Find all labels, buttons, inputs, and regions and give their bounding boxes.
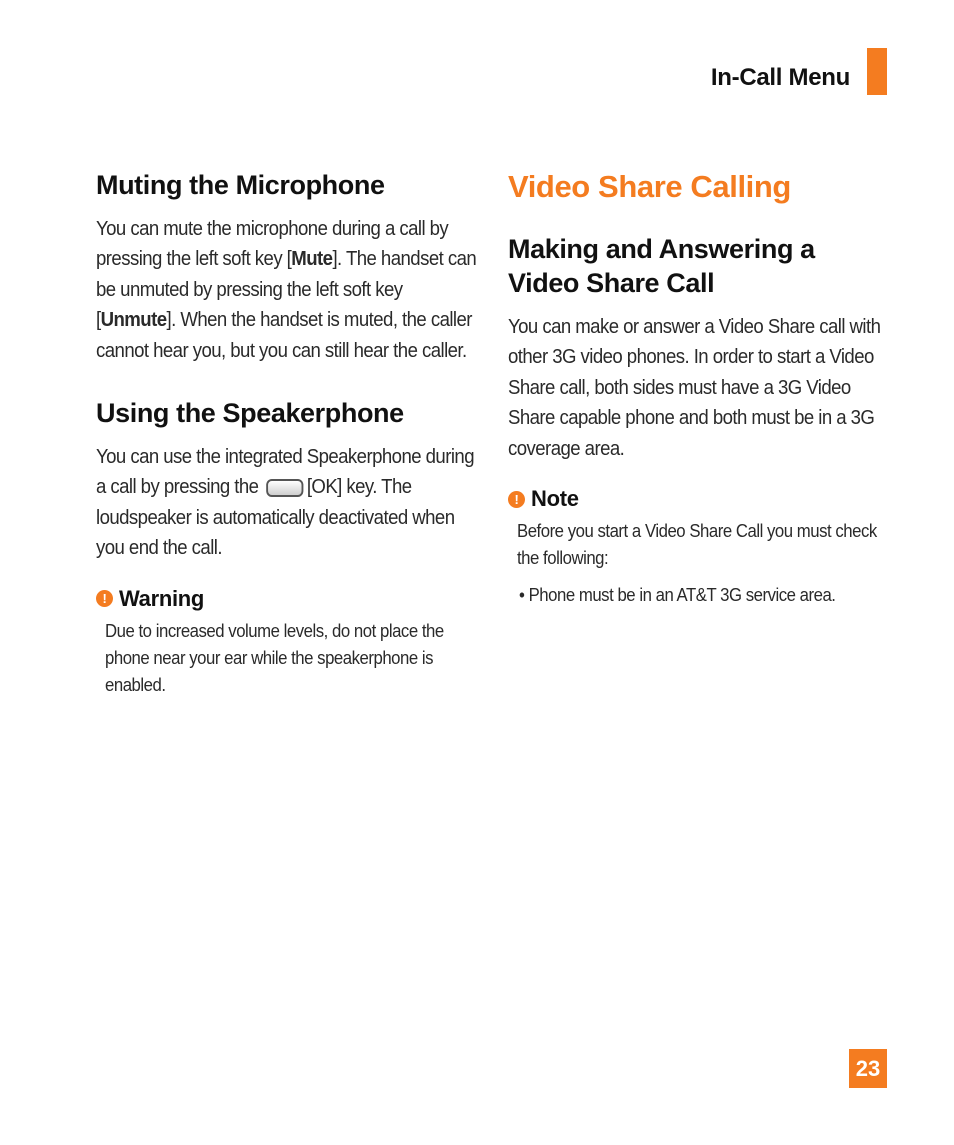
muting-text-2: ]. The handset can be unmuted by pressing the left soft key [	[96, 248, 477, 332]
page-number: 23	[849, 1049, 887, 1088]
muting-heading: Muting the Microphone	[96, 170, 385, 200]
left-column	[96, 168, 476, 699]
video-share-paragraph: You can make or answer a Video Share call with other 3G video phones. In order to start a Video Share call, both sides must have a 3G Video Share capable phone and both must be in a 3G coverage area.	[508, 316, 881, 460]
alert-icon: !	[508, 491, 525, 508]
speakerphone-text-1: You can use the integrated Speakerphone during a call by pressing the	[96, 446, 475, 499]
warning-header	[96, 586, 476, 612]
warning-title: Warning	[119, 585, 205, 611]
speakerphone-heading: Using the Speakerphone	[96, 398, 404, 429]
note-callout	[508, 486, 888, 609]
section-title: Video Share Calling	[508, 169, 791, 204]
muting-text-1: You can mute the microphone during a call by pressing the left soft key [	[96, 218, 449, 271]
alert-icon: !	[96, 590, 113, 607]
note-header	[508, 486, 888, 512]
speakerphone-text-2: [OK] key. The loudspeaker is automatically deactivated when you end the call.	[96, 476, 455, 560]
right-column	[508, 168, 888, 609]
speakerphone-paragraph	[96, 442, 478, 564]
warning-text: Due to increased volume levels, do not place the phone near your ear while the speakerphone is enabled.	[105, 620, 444, 695]
note-bullet-item: • Phone must be in an AT&T 3G service area.	[519, 585, 836, 606]
warning-callout	[96, 586, 476, 699]
muting-paragraph	[96, 214, 478, 366]
mute-key-label: Mute	[291, 248, 333, 271]
making-answering-heading: Making and Answering a Video Share Call	[508, 234, 815, 298]
note-title: Note	[531, 486, 579, 512]
ok-key-icon	[266, 479, 303, 497]
muting-text-3: ]. When the handset is muted, the caller cannot hear you, but you can still hear the caller.	[96, 309, 472, 362]
note-text: Before you start a Video Share Call you must check the following:	[517, 521, 877, 569]
section-tab-marker	[867, 48, 887, 95]
running-header: In-Call Menu	[710, 64, 850, 91]
unmute-key-label: Unmute	[100, 309, 167, 332]
